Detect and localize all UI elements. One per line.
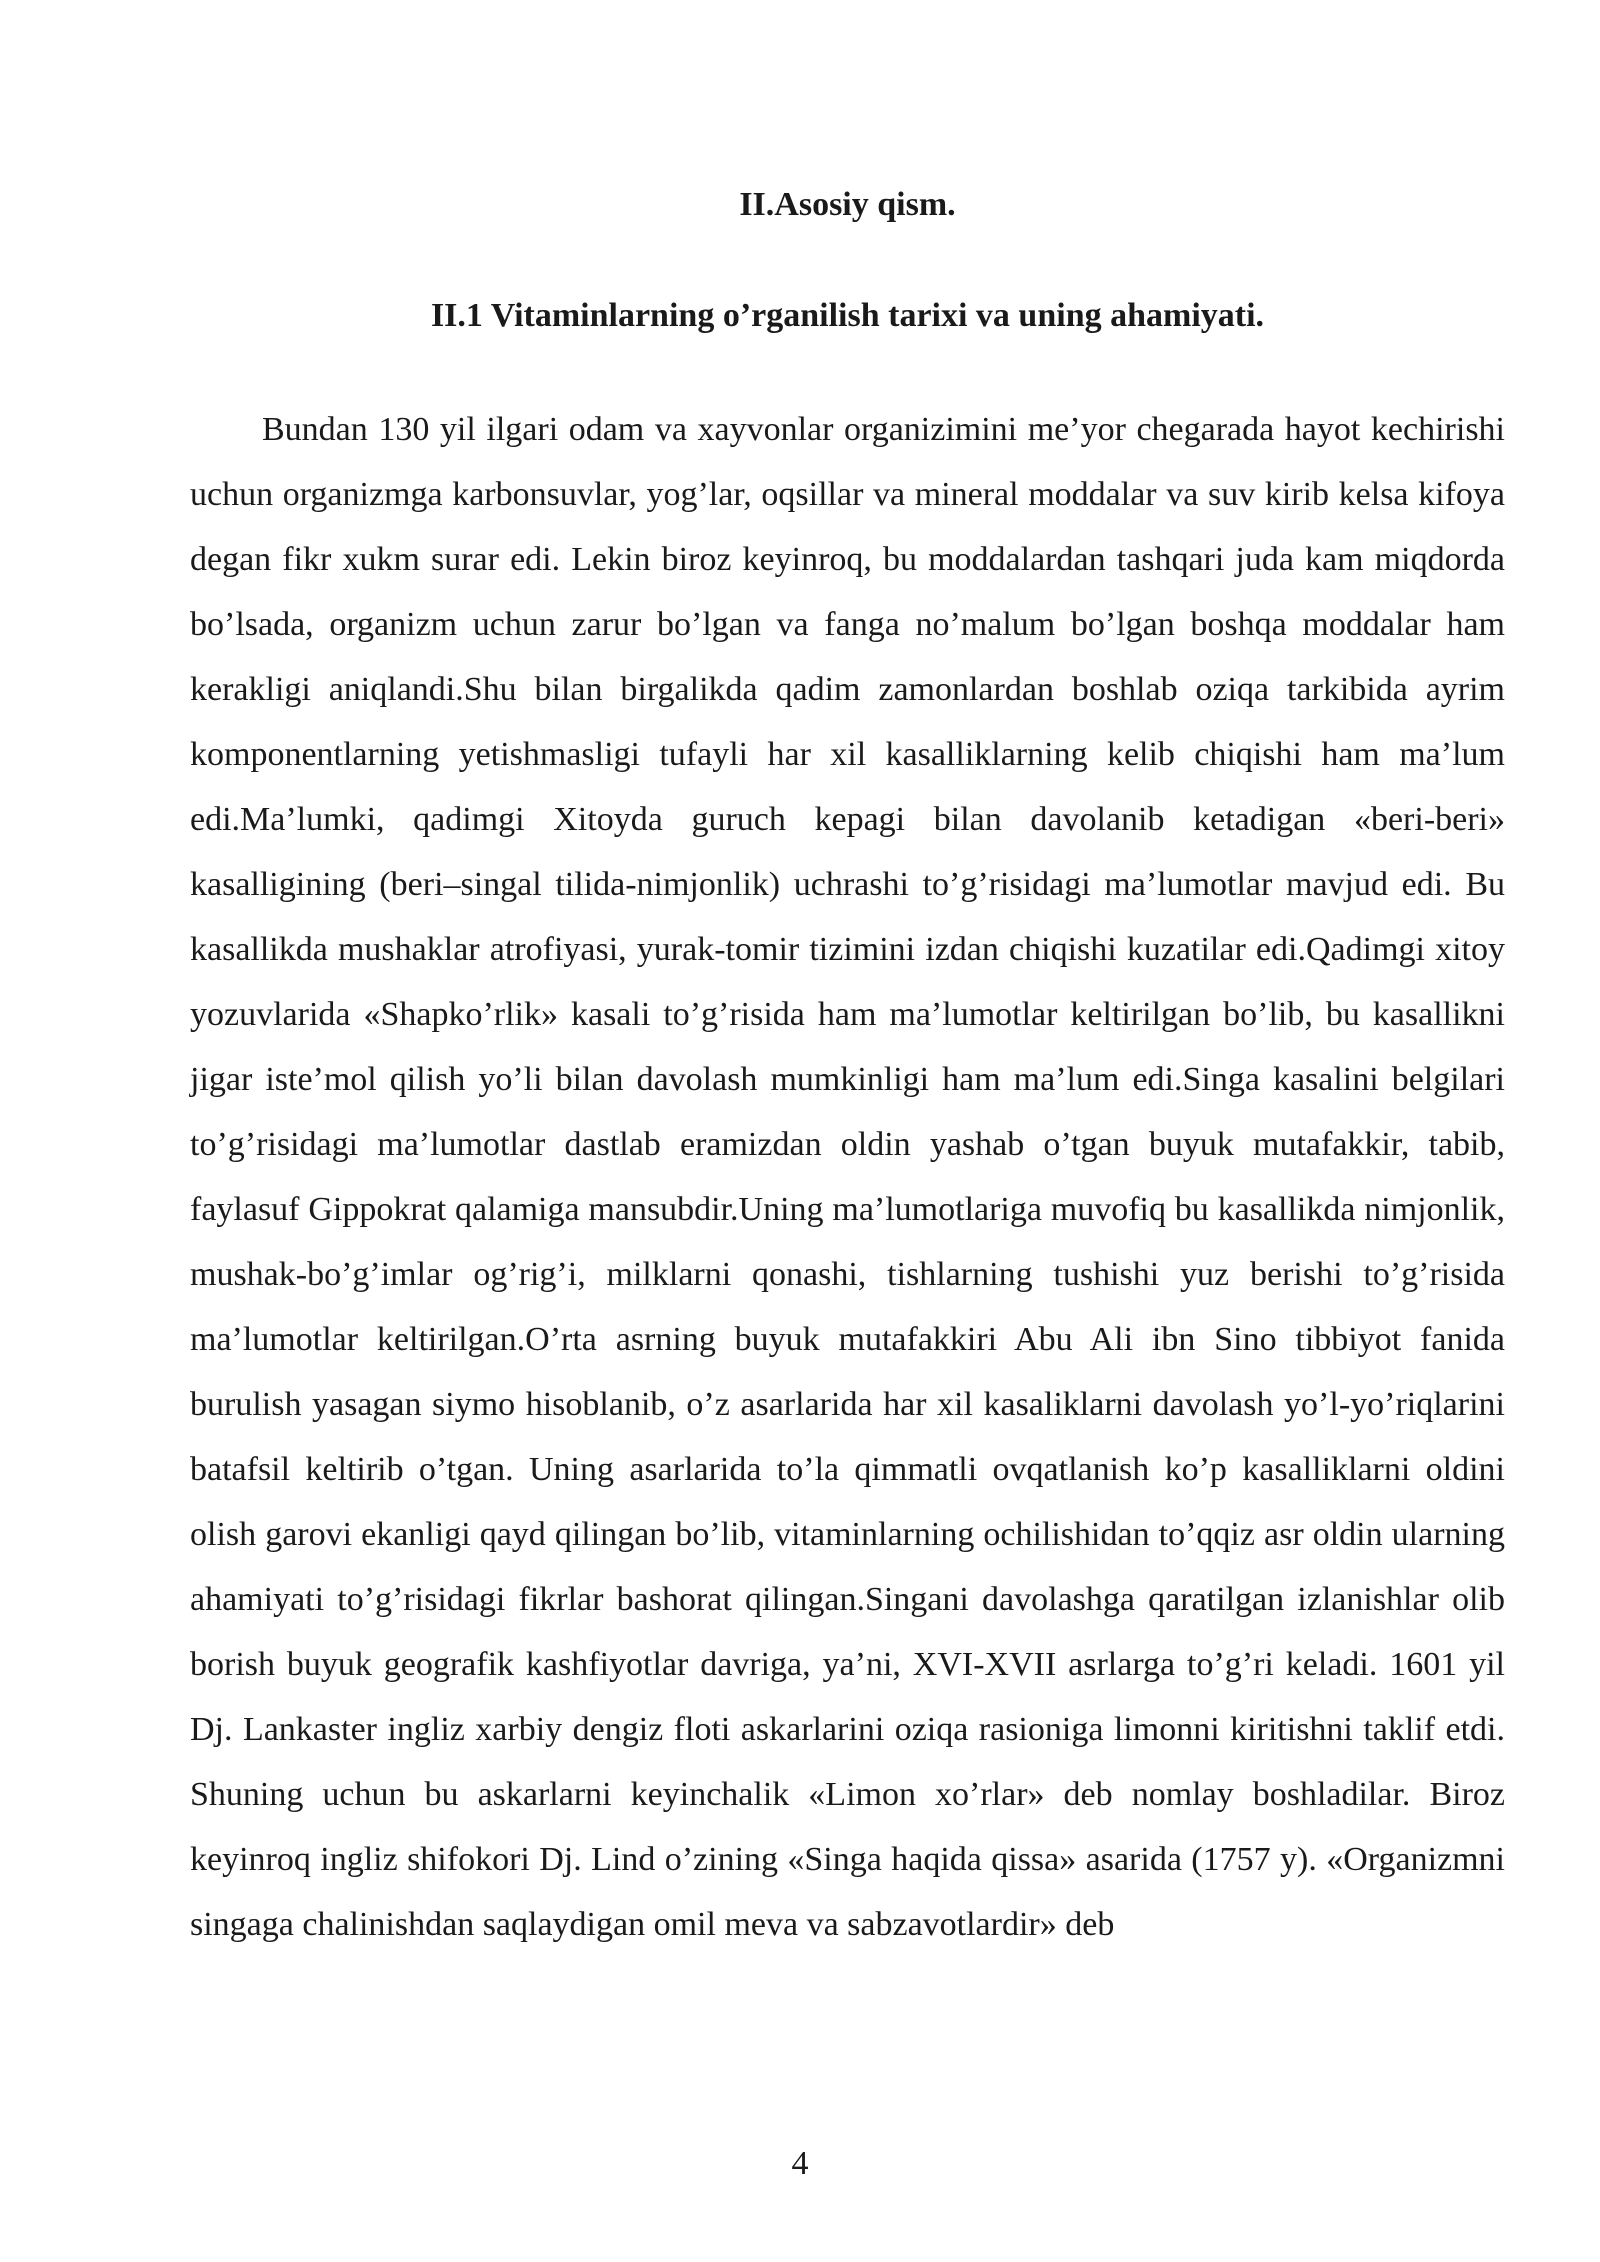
subsection-heading: II.1 Vitaminlarning o’rganilish tarixi va uning ahamiyati. xyxy=(430,297,1265,334)
body-paragraph: Bundan 130 yil ilgari odam va xayvonlar organizimini me’yor chegarada hayot kechirishi uchun organizmga karbonsuvlar, yog’lar, oqsillar va mineral moddalar va suv kirib kelsa kifoya degan fikr xukm surar edi. Lekin biroz keyinroq, bu moddalardan tashqari juda kam miqdorda bo’lsada, organizm uchun zarur bo’lgan va fanga no’malum bo’lgan boshqa moddalar ham kerakligi aniqlandi.Shu bilan birgalikda qadim zamonlardan boshlab oziqa tarkibida ayrim komponentlarning yetishmasligi tufayli har xil kasalliklarning kelib chiqishi ham ma’lum edi.Ma’lumki, qadimgi Xitoyda guruch kepagi bilan davolanib ketadigan «beri-beri» kasalligining (beri–singal tilida-nimjonlik) uchrashi to’g’risidagi ma’lumotlar mavjud edi. Bu kasallikda mushaklar atrofiyasi, yurak-tomir tizimini izdan chiqishi kuzatilar edi.Qadimgi xitoy yozuvlarida «Shapko’rlik» kasali to’g’risida ham ma’lumotlar keltirilgan bo’lib, bu kasallikni jigar iste’mol qilish yo’li bilan davolash mumkinligi ham ma’lum edi.Singa kasalini belgilari to’g’risidagi ma’lumotlar dastlab eramizdan oldin yashab o’tgan buyuk mutafakkir, tabib, faylasuf Gippokrat qalamiga mansubdir.Uning ma’lumotlariga muvofiq bu kasallikda nimjonlik, mushak-bo’g’imlar og’rig’i, milklarni qonashi, tishlarning tushishi yuz berishi to’g’risida ma’lumotlar keltirilgan.O’rta asrning buyuk mutafakkiri Abu Ali ibn Sino tibbiyot fanida burulish yasagan siymo hisoblanib, o’z asarlarida har xil kasaliklarni davolash yo’l-yo’riqlarini batafsil keltirib o’tgan. Uning asarlarida to’la qimmatli ovqatlanish ko’p kasalliklarni oldini olish garovi ekanligi qayd qilingan bo’lib, vitaminlarning ochilishidan to’qqiz asr oldin ularning ahamiyati to’g’risidagi fikrlar bashorat qilingan.Singani davolashga qaratilgan izlanishlar olib borish buyuk geografik kashfiyotlar davriga, ya’ni, XVI-XVII asrlarga to’g’ri keladi. 1601 yil Dj. Lankaster ingliz xarbiy dengiz floti askarlarini oziqa rasioniga limonni kiritishni taklif etdi. Shuning uchun bu askarlarni keyinchalik «Limon xo’rlar» deb nomlay boshladilar. Biroz keyinroq ingliz shifokori Dj. Lind o’zining «Singa haqida qissa» asarida (1757 y). «Organizmni singaga chalinishdan saqlaydigan omil meva va sabzavotlardir» deb xyxy=(190,411,1505,1943)
section-heading: II.Asosiy qism. xyxy=(739,186,956,223)
page-number: 4 xyxy=(791,2145,809,2182)
